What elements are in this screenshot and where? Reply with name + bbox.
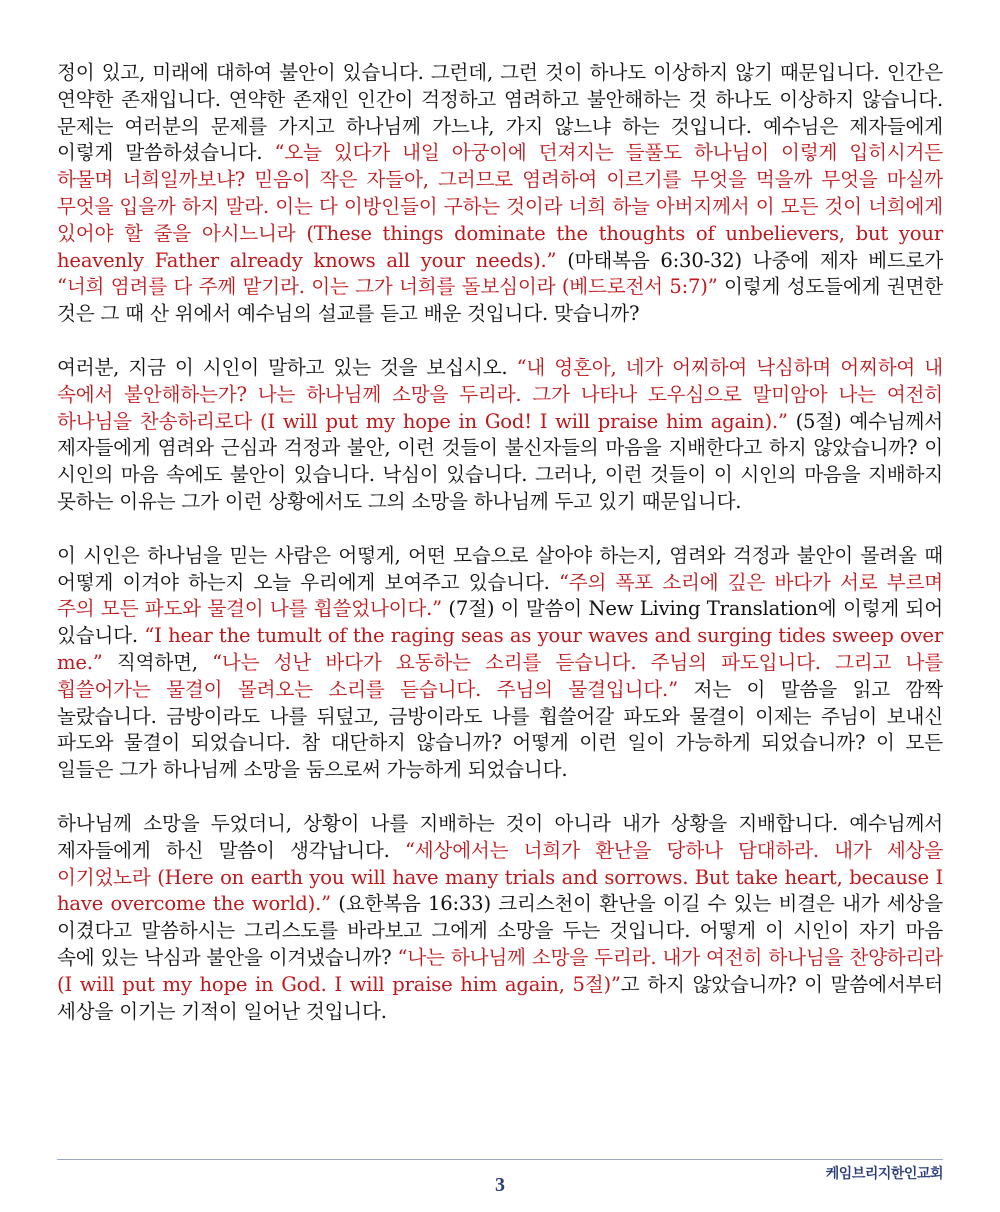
scripture-quote: “주의 폭포 소리에 깊은 바다가 서로 부르며 주의 모든 파도와 물결이 나를 휩쓸었나이다.” <box>57 570 943 621</box>
page-body <box>57 60 943 1052</box>
paragraph-2 <box>57 355 943 516</box>
text-segment: 직역하면, <box>102 650 213 674</box>
scripture-quote: “내 영혼아, 네가 어찌하여 낙심하며 어찌하여 내 속에서 불안해하는가? 나는 하나님께 소망을 두리라. 그가 나타나 도우심으로 말미암아 나는 여전히 하나님을 찬송하리로다 (I will put my hope in God! I will praise him again).” <box>57 355 943 433</box>
scripture-quote: “오늘 있다가 내일 아궁이에 던져지는 들풀도 하나님이 이렇게 입히시거든 하물며 너희일까보냐? 믿음이 작은 자들아, 그러므로 염려하여 이르기를 무엇을 먹을까 무엇을 마실까 무엇을 입을까 하지 말라. 이는 다 이방인들이 구하는 것이라 너희 하늘 아버지께서 이 모든 것이 너희에게 있어야 할 줄을 아시느니라 (These things dominate the thoughts of unbelievers, but your heavenly Father already knows all your needs).” <box>57 141 943 272</box>
scripture-quote: “나는 성난 바다가 요동하는 소리를 듣습니다. 주님의 파도입니다. 그리고 나를 휩쓸어가는 물결이 몰려오는 소리를 듣습니다. 주님의 물결입니다.” <box>57 650 943 701</box>
text-segment: 이렇게 성도들에게 권면한 것은 그 때 산 위에서 예수님의 설교를 듣고 배운 것입니다. 맞습니까? <box>57 275 943 326</box>
text-segment: 정이 있고, 미래에 대하여 불안이 있습니다. 그런데, 그런 것이 하나도 이상하지 않기 때문입니다. 인간은 연약한 존재입니다. 연약한 존재인 인간이 걱정하고 염려하고 불안해하는 것 하나도 이상하지 않습니다. 문제는 여러분의 문제를 가지고 하나님께 가느냐, 가지 않느냐 하는 것입니다. 예수님은 제자들에게 이렇게 말씀하셨습니다. <box>57 61 943 165</box>
text-segment: 고 하지 않았습니까? 이 말씀에서부터 세상을 이기는 기적이 일어난 것입니다. <box>57 972 943 1023</box>
text-segment: (요한복음 16:33) 크리스천이 환난을 이길 수 있는 비결은 내가 세상을 이겼다고 말씀하시는 그리스도를 바라보고 그에게 소망을 두는 것입니다. 어떻게 이 시인이 자기 마음 속에 있는 낙심과 불안을 이겨냈습니까? <box>57 892 943 969</box>
scripture-quote: “너희 염려를 다 주께 맡기라. 이는 그가 너희를 돌보심이라 (베드로전서 5:7)” <box>57 275 718 299</box>
paragraph-3 <box>57 543 943 784</box>
page-number: 3 <box>495 1174 505 1196</box>
text-segment: (7절) 이 말씀이 New Living Translation에 이렇게 되어 있습니다. <box>57 597 943 648</box>
scripture-quote: “I hear the tumult of the raging seas as your waves and surging tides sweep over me.” <box>57 624 943 674</box>
scripture-quote: “나는 하나님께 소망을 두리라. 내가 여전히 하나님을 찬양하리라 (I will put my hope in God. I will praise him again, 5절)” <box>57 945 943 996</box>
paragraph-1 <box>57 60 943 328</box>
church-name: 케임브리지한인교회 <box>825 1166 943 1182</box>
text-segment: 저는 이 말씀을 읽고 깜짝 놀랐습니다. 금방이라도 나를 뒤덮고, 금방이라도 나를 휩쓸어갈 파도와 물결이 이제는 주님이 보내신 파도와 물결이 되었습니다. 참 대단하지 않습니까? 어떻게 이런 일이 가능하게 되었습니까? 이 모든 일들은 그가 하나님께 소망을 둠으로써 가능하게 되었습니다. <box>57 677 944 782</box>
text-segment: (5절) 예수님께서 제자들에게 염려와 근심과 걱정과 불안, 이런 것들이 불신자들의 마음을 지배한다고 하지 않았습니까? 이 시인의 마음 속에도 불안이 있습니다. 낙심이 있습니다. 그러나, 이런 것들이 이 시인의 마음을 지배하지 못하는 이유는 그가 이런 상황에서도 그의 소망을 하나님께 두고 있기 때문입니다. <box>57 409 943 513</box>
scripture-quote: “세상에서는 너희가 환난을 당하나 담대하라. 내가 세상을 이기었노라 (Here on earth you will have many trials and sorrows. But take heart, because I have overcome the world).” <box>57 838 943 916</box>
text-segment: 하나님께 소망을 두었더니, 상황이 나를 지배하는 것이 아니라 내가 상황을 지배합니다. 예수님께서 제자들에게 하신 말씀이 생각납니다. <box>57 811 943 862</box>
paragraph-4 <box>57 811 943 1025</box>
text-segment: 이 시인은 하나님을 믿는 사람은 어떻게, 어떤 모습으로 살아야 하는지, 염려와 걱정과 불안이 몰려올 때 어떻게 이겨야 하는지 오늘 우리에게 보여주고 있습니다. <box>57 543 943 594</box>
text-segment: 여러분, 지금 이 시인이 말하고 있는 것을 보십시오. <box>57 355 517 379</box>
text-segment: (마태복음 6:30-32) 나중에 제자 베드로가 <box>556 248 944 272</box>
footer-divider <box>57 1159 943 1160</box>
